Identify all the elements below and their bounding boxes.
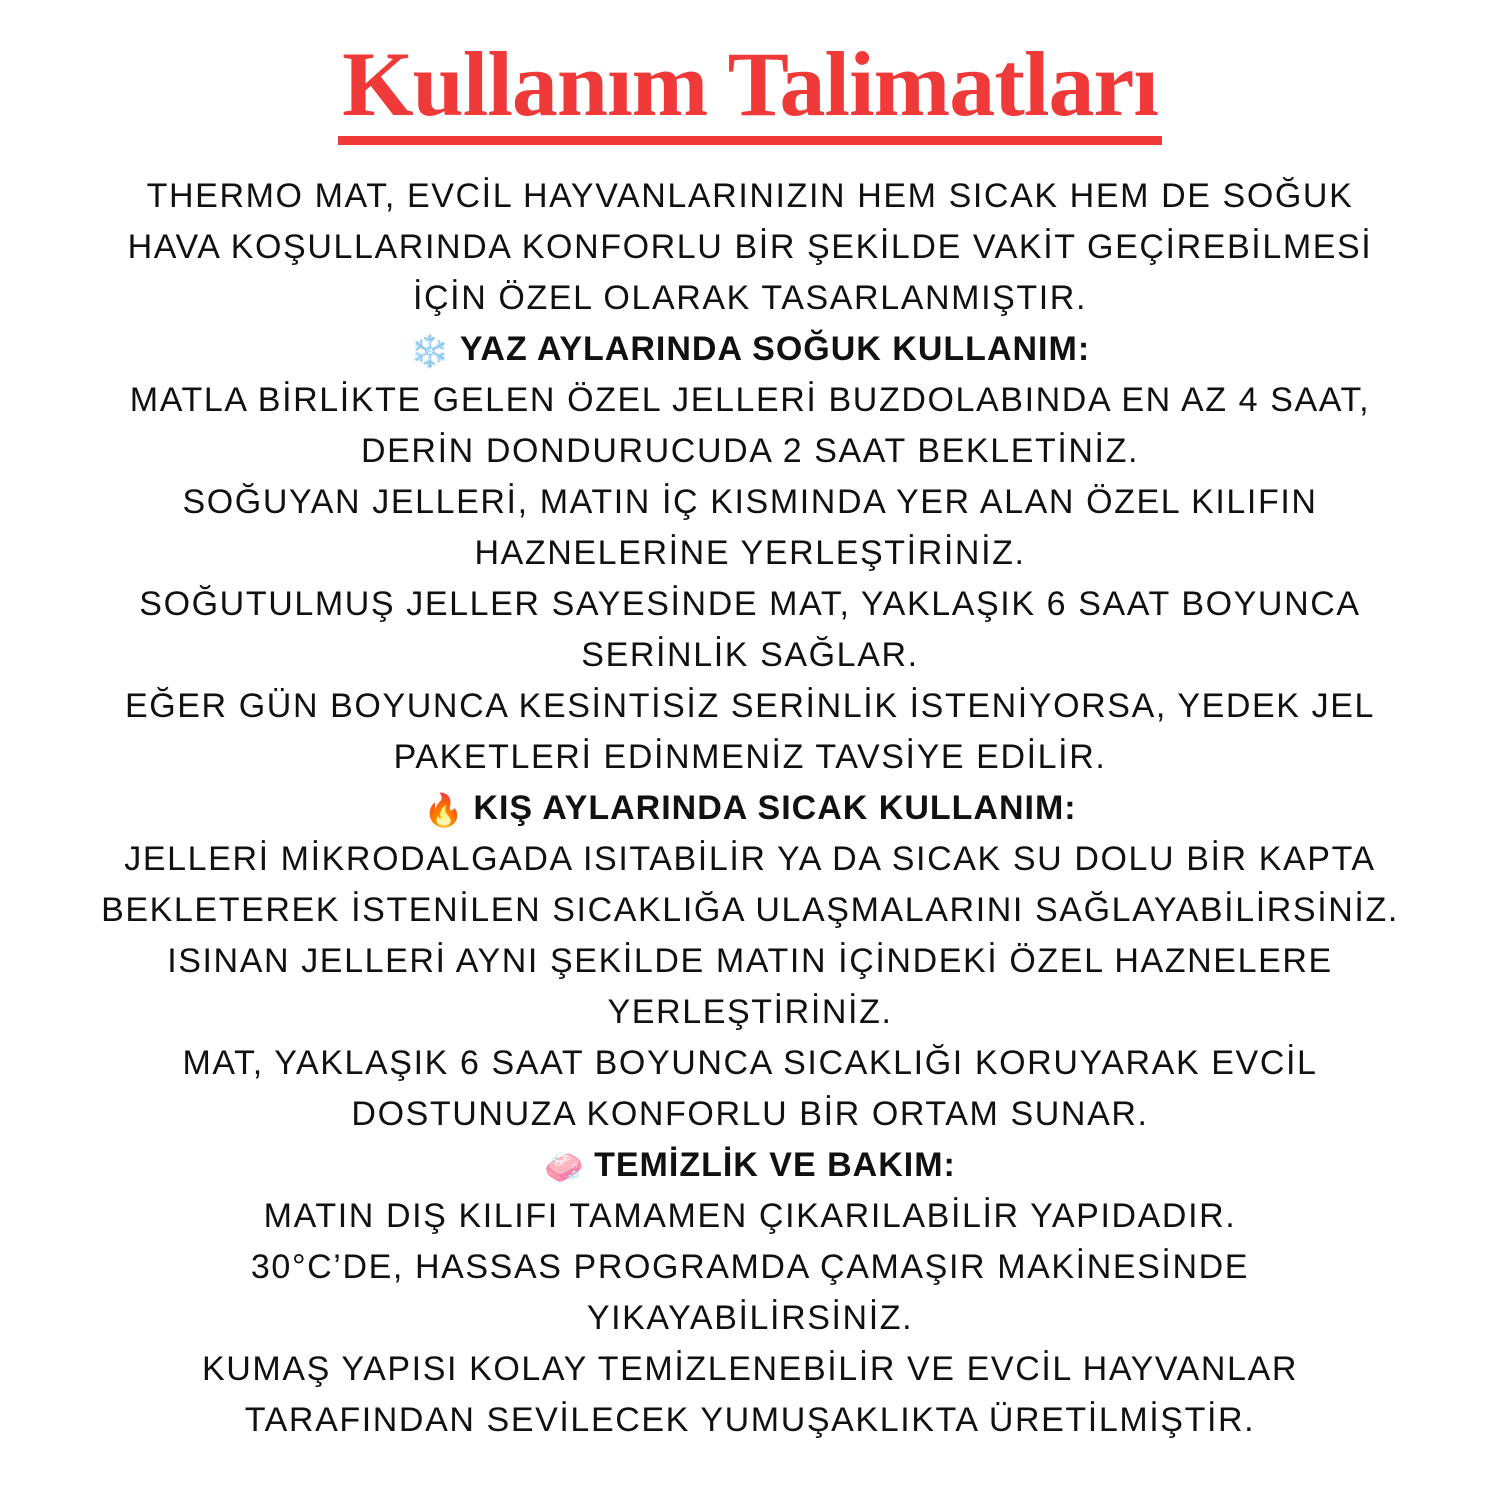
line-text: DERİN DONDURUCUDA 2 SAAT BEKLETİNİZ. xyxy=(360,432,1140,470)
instruction-line xyxy=(0,1395,1500,1446)
instruction-line xyxy=(0,987,1500,1038)
title-container xyxy=(0,33,1500,145)
line-text: PAKETLERİ EDİNMENİZ TAVSİYE EDİLİR. xyxy=(393,738,1107,776)
line-text: THERMO MAT, EVCİL HAYVANLARINIZIN HEM SICAK HEM DE SOĞUK xyxy=(146,177,1354,215)
instruction-line xyxy=(0,1191,1500,1242)
line-text: HAZNELERİNE YERLEŞTİRİNİZ. xyxy=(474,534,1026,572)
instruction-line xyxy=(0,885,1500,936)
line-text: YIKAYABİLİRSİNİZ. xyxy=(586,1299,914,1337)
line-text: ISINAN JELLERİ AYNI ŞEKİLDE MATIN İÇİNDEKİ ÖZEL HAZNELERE xyxy=(167,942,1333,980)
snowflake-icon: ❄️ xyxy=(409,333,450,369)
line-text: KIŞ AYLARINDA SICAK KULLANIM: xyxy=(473,789,1077,827)
instruction-line xyxy=(0,1242,1500,1293)
instruction-line xyxy=(0,273,1500,324)
instruction-line xyxy=(0,579,1500,630)
instruction-line xyxy=(0,1089,1500,1140)
line-text: TEMİZLİK VE BAKIM: xyxy=(594,1146,956,1184)
line-text: DOSTUNUZA KONFORLU BİR ORTAM SUNAR. xyxy=(351,1095,1149,1133)
instruction-line xyxy=(0,1293,1500,1344)
line-text: EĞER GÜN BOYUNCA KESİNTİSİZ SERİNLİK İSTENİYORSA, YEDEK JEL xyxy=(124,687,1376,725)
line-text: 30°C’DE, HASSAS PROGRAMDA ÇAMAŞIR MAKİNESİNDE xyxy=(250,1248,1250,1286)
line-text: YAZ AYLARINDA SOĞUK KULLANIM: xyxy=(459,330,1091,368)
instruction-line xyxy=(0,732,1500,783)
instruction-line xyxy=(0,477,1500,528)
section-heading xyxy=(0,324,1500,375)
line-text: MATLA BİRLİKTE GELEN ÖZEL JELLERİ BUZDOLABINDA EN AZ 4 SAAT, xyxy=(129,381,1371,419)
instruction-line xyxy=(0,375,1500,426)
line-text: MAT, YAKLAŞIK 6 SAAT BOYUNCA SICAKLIĞI KORUYARAK EVCİL xyxy=(182,1044,1318,1082)
instruction-line xyxy=(0,426,1500,477)
instruction-line xyxy=(0,171,1500,222)
line-text: İÇİN ÖZEL OLARAK TASARLANMIŞTIR. xyxy=(412,279,1088,317)
instruction-line xyxy=(0,681,1500,732)
instruction-line xyxy=(0,528,1500,579)
line-text: SOĞUTULMUŞ JELLER SAYESİNDE MAT, YAKLAŞIK 6 SAAT BOYUNCA xyxy=(139,585,1361,623)
line-text: SOĞUYAN JELLERİ, MATIN İÇ KISMINDA YER ALAN ÖZEL KILIFIN xyxy=(182,483,1318,521)
line-text: MATIN DIŞ KILIFI TAMAMEN ÇIKARILABİLİR YAPIDADIR. xyxy=(263,1197,1237,1235)
instruction-line xyxy=(0,630,1500,681)
page-title: Kullanım Talimatları xyxy=(338,38,1162,145)
line-text: BEKLETEREK İSTENİLEN SICAKLIĞA ULAŞMALARINI SAĞLAYABİLİRSİNİZ. xyxy=(101,891,1399,929)
line-text: HAVA KOŞULLARINDA KONFORLU BİR ŞEKİLDE VAKİT GEÇİREBİLMESİ xyxy=(127,228,1373,266)
instruction-line xyxy=(0,834,1500,885)
soap-icon: 🧼 xyxy=(544,1149,585,1185)
fire-icon: 🔥 xyxy=(423,792,464,828)
line-text: YERLEŞTİRİNİZ. xyxy=(607,993,893,1031)
line-text: JELLERİ MİKRODALGADA ISITABİLİR YA DA SICAK SU DOLU BİR KAPTA xyxy=(124,840,1376,878)
instructions-body xyxy=(0,171,1500,1446)
instruction-line xyxy=(0,1344,1500,1395)
line-text: SERİNLİK SAĞLAR. xyxy=(581,636,919,674)
instruction-line xyxy=(0,222,1500,273)
line-text: KUMAŞ YAPISI KOLAY TEMİZLENEBİLİR VE EVCİL HAYVANLAR xyxy=(202,1350,1298,1388)
instruction-line xyxy=(0,1038,1500,1089)
instruction-line xyxy=(0,936,1500,987)
section-heading xyxy=(0,1140,1500,1191)
line-text: TARAFINDAN SEVİLECEK YUMUŞAKLIKTA ÜRETİLMİŞTİR. xyxy=(244,1401,1256,1439)
section-heading xyxy=(0,783,1500,834)
